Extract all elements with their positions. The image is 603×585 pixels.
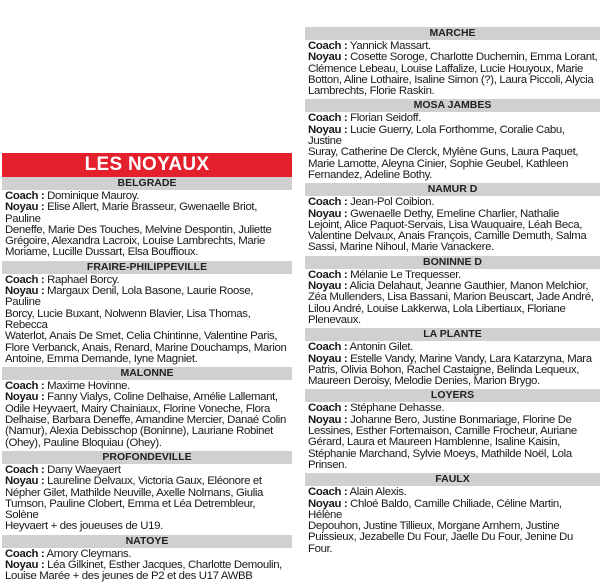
- noyau-text: Zéa Mullenders, Lisa Bassani, Marion Beuscart, Jade André,: [308, 291, 594, 304]
- noyau-line: [305, 315, 600, 326]
- noyau-label: Noyau :: [5, 475, 45, 488]
- banner-title: LES NOYAUX: [2, 153, 292, 177]
- team-body: [305, 112, 600, 183]
- noyau-text: Depouhon, Justine Tillieux, Morgane Arnhem, Justine: [308, 520, 560, 533]
- noyau-text: Odile Heyvaert, Mairy Chainiaux, Florine Voneche, Flora: [5, 402, 271, 415]
- team-block: [305, 256, 600, 328]
- noyau-line: [305, 376, 600, 387]
- noyau-text: Lambrechts, Florie Raskin.: [308, 85, 435, 98]
- noyau-text: Heyvaert + des joueuses de U19.: [5, 520, 163, 533]
- noyau-line: [2, 286, 292, 309]
- noyau-line: [2, 354, 292, 365]
- team-block: [2, 177, 292, 261]
- noyau-text: Stéphanie Marchand, Sylvie Moeys, Mathilde Noël, Lola: [308, 447, 572, 460]
- noyau-label: Noyau :: [5, 559, 45, 572]
- coach-label: Coach :: [308, 486, 348, 499]
- team-name: MARCHE: [305, 27, 600, 40]
- noyau-label: Noyau :: [308, 413, 348, 426]
- coach-name: Mélanie Le Trequesser.: [347, 268, 461, 281]
- noyau-label: Noyau :: [5, 285, 45, 298]
- noyau-text: Maureen Deroisy, Melodie Denies, Marion Brygo.: [308, 375, 540, 388]
- team-name: LA PLANTE: [305, 328, 600, 341]
- team-name: LOYERS: [305, 389, 600, 402]
- noyau-text: Plenevaux.: [308, 313, 361, 326]
- noyau-label: Noyau :: [308, 207, 348, 220]
- coach-name: Maxime Hovinne.: [44, 380, 130, 393]
- coach-label: Coach :: [5, 273, 45, 286]
- noyau-line: [2, 202, 292, 225]
- noyau-label: Noyau :: [5, 391, 45, 404]
- noyau-text: Louise Marée + des jeunes de P2 et des U17 AWBB: [5, 570, 253, 583]
- noyau-label: Noyau :: [5, 201, 45, 214]
- coach-name: Alain Alexis.: [347, 486, 407, 499]
- noyau-label: Noyau :: [308, 352, 348, 365]
- noyau-text: Tumson, Pauline Clobert, Emma et Léa Detrembleur, Solène: [5, 497, 256, 522]
- coach-name: Stéphane Dehasse.: [347, 402, 445, 415]
- team-name: FRAIRE-PHILIPPEVILLE: [2, 261, 292, 274]
- team-block: [305, 328, 600, 389]
- team-name: MALONNE: [2, 367, 292, 380]
- team-name: MOSA JAMBES: [305, 99, 600, 112]
- team-body: [305, 486, 600, 557]
- noyau-line: [2, 499, 292, 522]
- noyau-line: [305, 242, 600, 253]
- team-name: BELGRADE: [2, 177, 292, 190]
- coach-name: Amory Cleymans.: [44, 547, 132, 560]
- team-block: [305, 473, 600, 557]
- noyau-text: Fernandez, Adeline Bothy.: [308, 168, 433, 181]
- coach-label: Coach :: [308, 402, 348, 415]
- team-body: [305, 40, 600, 99]
- noyau-text: Gwenaelle Dethy, Emeline Charlier, Nathalie: [350, 207, 560, 220]
- noyau-label: Noyau :: [308, 123, 348, 136]
- coach-label: Coach :: [308, 268, 348, 281]
- noyau-text: Chloé Baldo, Camille Chiliade, Céline Martin, Hélène: [308, 497, 562, 521]
- right-column: [305, 27, 600, 557]
- noyau-text: Antoine, Emma Demande, Iyne Magniet.: [5, 352, 198, 365]
- coach-label: Coach :: [5, 547, 45, 560]
- noyau-line: [2, 247, 292, 258]
- team-body: [2, 380, 292, 451]
- team-block: [305, 389, 600, 473]
- noyau-line: [2, 438, 292, 449]
- noyau-text: (Namur), Alexia Debisschop (Boninne), Lauriane Robinet: [5, 425, 273, 438]
- noyau-text: Lucie Guerry, Lola Forthomme, Coralie Cabu, Justine: [308, 123, 565, 148]
- team-name: BONINNE D: [305, 256, 600, 269]
- noyau-line: [305, 125, 600, 148]
- noyau-text: Elise Allert, Marie Brasseur, Gwenaelle Briot, Pauline: [5, 201, 258, 225]
- noyau-line: [305, 170, 600, 181]
- noyau-text: Cosette Soroge, Charlotte Duchemin, Emma Lorant,: [350, 51, 598, 64]
- noyau-text: Johanne Bero, Justine Bonmariage, Florine De: [350, 413, 572, 426]
- team-body: [2, 464, 292, 535]
- noyau-text: Lejoint, Alice Paquot-Servais, Lisa Wauquaire, Léah Beca,: [308, 218, 583, 231]
- coach-label: Coach :: [308, 112, 348, 125]
- noyau-line: [305, 86, 600, 97]
- noyau-text: Botton, Aline Lothaire, Isaline Simon (?), Laura Piccoli, Alycia: [308, 73, 594, 86]
- coach-label: Coach :: [308, 40, 348, 52]
- noyau-line: [305, 532, 600, 555]
- team-block: [2, 451, 292, 535]
- coach-name: Dany Waeyaert: [44, 463, 121, 476]
- noyau-text: Valentine Delvaux, Anais François, Camille Demuth, Salma: [308, 230, 587, 243]
- noyau-text: Waterlot, Anais De Smet, Celia Chintinne, Valentine Paris,: [5, 330, 278, 343]
- team-name: NAMUR D: [305, 183, 600, 196]
- noyau-text: Flore Verbanck, Anais, Renard, Marine Douchamps, Marion: [5, 341, 287, 354]
- noyau-label: Noyau :: [308, 51, 348, 64]
- noyau-text: Lessines, Esther Fortemaison, Camille Frocheur, Auriane: [308, 425, 577, 438]
- team-name: PROFONDEVILLE: [2, 451, 292, 464]
- noyau-line: [2, 521, 292, 532]
- right-team-list: [305, 27, 600, 557]
- team-body: [305, 196, 600, 255]
- noyau-text: Laureline Delvaux, Victoria Gaux, Eléonore et: [47, 475, 262, 488]
- coach-name: Raphael Borcy.: [44, 273, 120, 286]
- noyau-text: Lilou André, Louise Lakkerwa, Lola Libertiaux, Floriane: [308, 302, 566, 315]
- noyau-text: Deneffe, Marie Des Touches, Melvine Despontin, Juliette: [5, 223, 272, 236]
- team-block: [2, 535, 292, 585]
- coach-name: Jean-Pol Coibion.: [347, 196, 435, 209]
- coach-label: Coach :: [308, 341, 348, 354]
- noyau-text: Patris, Olivia Bohon, Rachel Castaigne, Belinda Lequeux,: [308, 363, 580, 376]
- team-name: NATOYE: [2, 535, 292, 548]
- team-body: [2, 274, 292, 367]
- coach-name: Florian Seidoff.: [347, 112, 421, 125]
- noyau-text: (Ohey), Pauline Bloquiau (Ohey).: [5, 436, 162, 449]
- noyau-text: Sassi, Marine Nihoul, Marie Vanackere.: [308, 241, 494, 254]
- noyau-line: [305, 449, 600, 460]
- team-body: [2, 548, 292, 585]
- team-name: FAULX: [305, 473, 600, 486]
- noyau-text: Népher Gilet, Mathilde Neuville, Axelle Nolmans, Giulia: [5, 486, 264, 499]
- noyau-line: [305, 460, 600, 471]
- noyau-label: Noyau :: [308, 280, 348, 293]
- noyau-text: Borcy, Lucie Buxant, Nolwenn Blavier, Lisa Thomas, Rebecca: [5, 307, 251, 331]
- noyau-line: [2, 309, 292, 332]
- coach-label: Coach :: [5, 380, 45, 393]
- coach-name: Dominique Mauroy.: [44, 190, 140, 202]
- team-block: [305, 27, 600, 99]
- noyau-text: Fanny Vialys, Coline Delhaise, Amélie Lallemant,: [47, 391, 278, 404]
- team-body: [2, 190, 292, 261]
- team-body: [305, 402, 600, 473]
- noyau-text: Puissieux, Jezabelle Du Four, Jaelle Du Four, Jenine Du Four.: [308, 531, 574, 555]
- noyau-text: Gérard, Laura et Maureen Hamblenne, Isaline Kaisin,: [308, 436, 560, 449]
- team-block: [305, 183, 600, 255]
- coach-name: Yannick Massart.: [347, 40, 431, 52]
- team-body: [305, 341, 600, 389]
- noyau-text: Delhaise, Barbara Deneffe, Amandine Mercier, Danaé Colin: [5, 414, 286, 427]
- noyau-text: Suray, Catherine De Clerck, Mylène Guns, Laura Paquet,: [308, 146, 579, 159]
- noyau-line: [305, 499, 600, 522]
- coach-label: Coach :: [5, 463, 45, 476]
- noyau-text: Léa Gilkinet, Esther Jacques, Charlotte Demoulin,: [47, 559, 282, 572]
- left-column: [2, 153, 292, 585]
- noyau-text: Moriame, Lucille Dussart, Elsa Bouffioux.: [5, 246, 199, 259]
- coach-label: Coach :: [308, 196, 348, 209]
- noyau-label: Noyau :: [308, 497, 348, 510]
- coach-label: Coach :: [5, 190, 45, 202]
- coach-name: Antonin Gilet.: [347, 341, 413, 354]
- left-team-list: [2, 177, 292, 585]
- noyau-text: Margaux Denil, Lola Basone, Laurie Roose, Pauline: [5, 285, 254, 309]
- team-block: [305, 99, 600, 183]
- team-block: [2, 261, 292, 367]
- noyau-text: Marie Lamotte, Aleyna Cinier, Sophie Geubel, Kathleen: [308, 157, 569, 170]
- noyau-text: Alicia Delahaut, Jeanne Gauthier, Manon Melchior,: [349, 280, 589, 293]
- noyau-text: Estelle Vandy, Marine Vandy, Lara Katarzyna, Mara: [350, 352, 592, 365]
- team-body: [305, 269, 600, 328]
- noyau-text: Clémence Lebeau, Louise Laffalize, Lucie Houyoux, Marie: [308, 62, 583, 75]
- noyau-text: Prinsen.: [308, 458, 347, 471]
- noyau-text: Grégoire, Alexandra Lacroix, Louise Lambrechts, Marie: [5, 235, 266, 248]
- team-block: [2, 367, 292, 451]
